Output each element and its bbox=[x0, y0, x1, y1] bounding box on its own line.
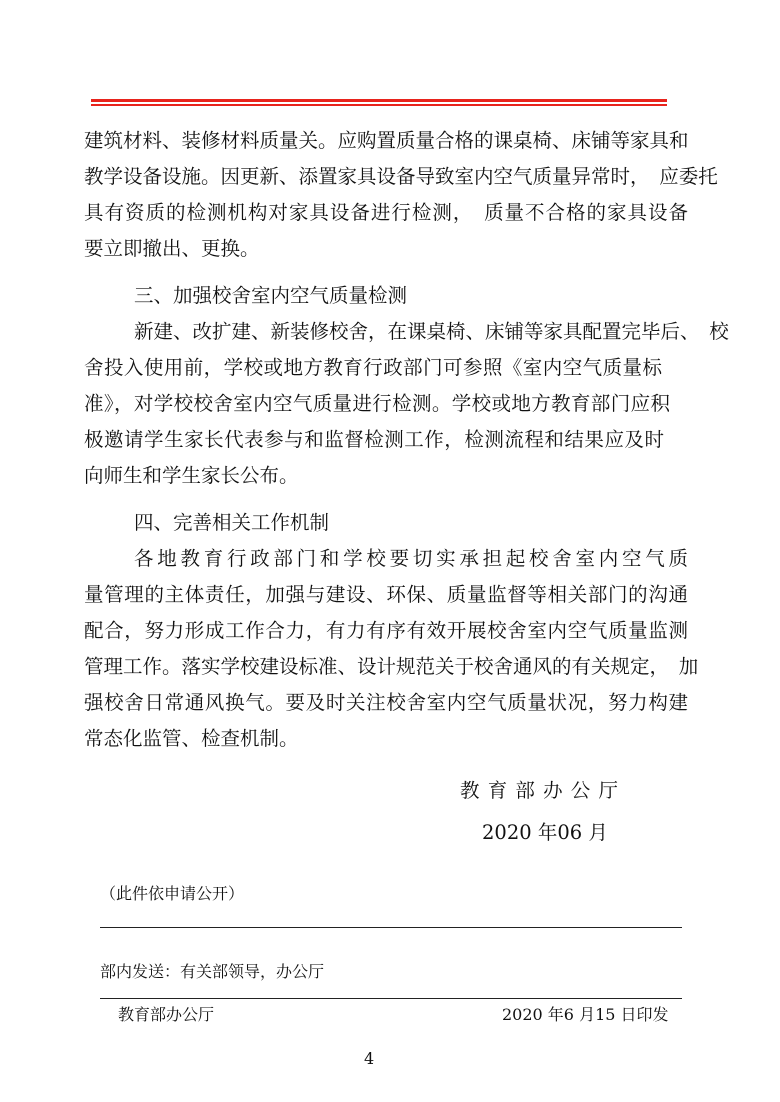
header-red-rule bbox=[91, 99, 667, 102]
body-line: 向师生和学生家长公布。 bbox=[84, 464, 299, 487]
disclosure-note: （此件依申请公开） bbox=[100, 884, 245, 903]
body-line: 极邀请学生家长代表参与和监督检测工作，检测流程和结果应及时 bbox=[84, 428, 664, 451]
body-line: 准》，对学校校舍室内空气质量进行检测。学校或地方教育部门应积 bbox=[84, 392, 670, 415]
body-line: 配合，努力形成工作合力，有力有序有效开展校舍室内空气质量监测 bbox=[84, 619, 688, 642]
divider bbox=[100, 927, 682, 928]
divider bbox=[100, 998, 682, 999]
body-line: 要立即撤出、更换。 bbox=[84, 237, 260, 260]
body-line: 具有资质的检测机构对家具设备进行检测， 质量不合格的家具设备 bbox=[84, 201, 688, 224]
body-line: 各地教育行政部门和学校要切实承担起校舍室内空气质 bbox=[134, 547, 688, 570]
body-line: 教学设备设施。因更新、添置家具设备导致室内空气质量异常时， 应委托 bbox=[84, 165, 718, 188]
body-line: 强校舍日常通风换气。要及时关注校舍室内空气质量状况，努力构建 bbox=[84, 691, 688, 714]
signature-date: 2020 年06 月 bbox=[482, 821, 608, 844]
page-number: 4 bbox=[364, 1049, 375, 1068]
footer-issuer: 教育部办公厅 bbox=[118, 1005, 215, 1024]
footer-date: 2020 年6 月15 日印发 bbox=[502, 1005, 669, 1024]
section-heading-4: 四、完善相关工作机制 bbox=[134, 511, 330, 534]
distribution-line: 部内发送：有关部领导，办公厅 bbox=[100, 962, 325, 981]
body-line: 管理工作。落实学校建设标准、设计规范关于校舍通风的有关规定， 加 bbox=[84, 655, 699, 678]
section-heading-3: 三、加强校舍室内空气质量检测 bbox=[134, 284, 408, 307]
body-line: 新建、改扩建、新装修校舍，在课桌椅、床铺等家具配置完毕后、 校 bbox=[134, 320, 729, 343]
header-red-rule-2 bbox=[91, 104, 667, 106]
body-line: 舍投入使用前，学校或地方教育行政部门可参照《室内空气质量标 bbox=[84, 356, 662, 379]
body-line: 量管理的主体责任，加强与建设、环保、质量监督等相关部门的沟通 bbox=[84, 583, 688, 606]
body-line: 常态化监管、检查机制。 bbox=[84, 727, 299, 750]
signature-org: 教 育 部 办 公 厅 bbox=[460, 779, 619, 802]
body-line: 建筑材料、装修材料质量关。应购置质量合格的课桌椅、床铺等家具和 bbox=[84, 129, 689, 152]
